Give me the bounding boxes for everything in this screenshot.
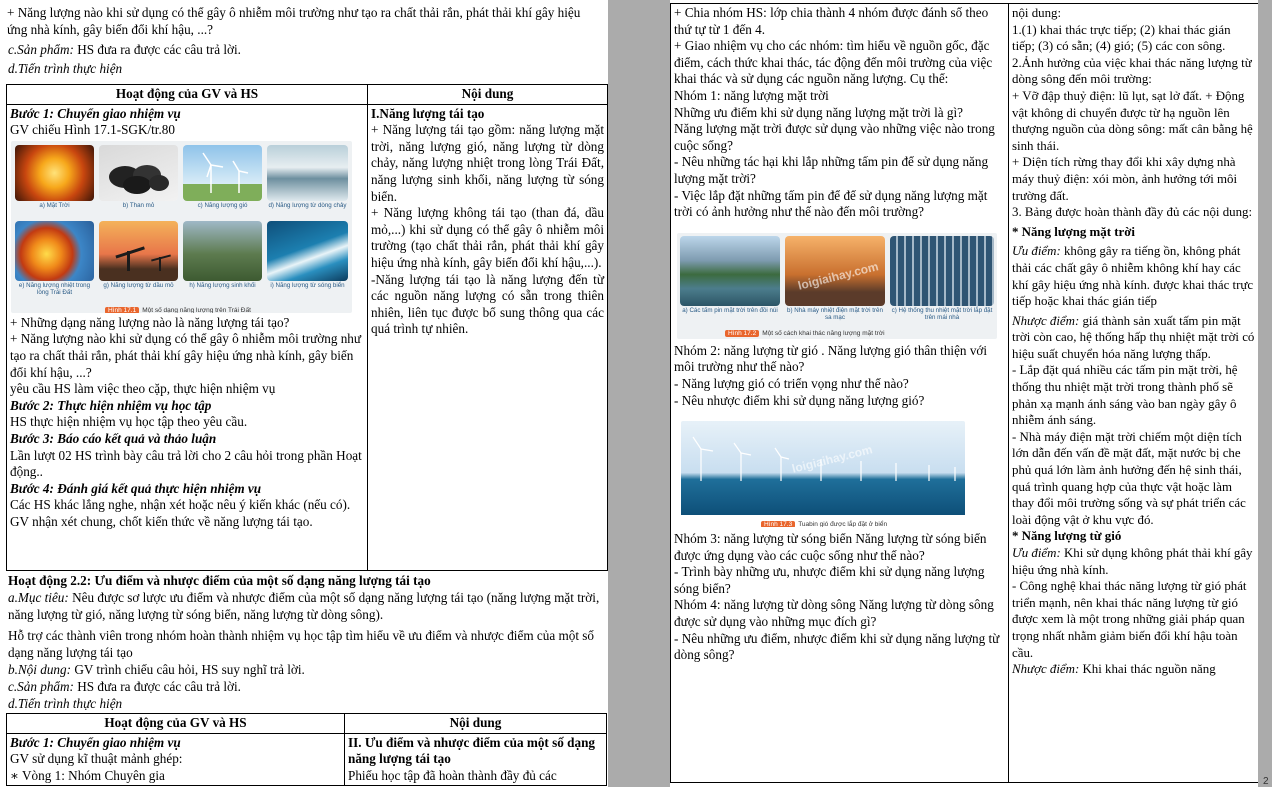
watermark-2: loigiaihay.com (790, 442, 874, 476)
caption-172a: a) Các tấm pin mặt trời trên đồi núi (682, 306, 778, 314)
caption-b: b) Than mỏ (122, 201, 155, 209)
table2-head-left: Hoạt động của GV và HS (7, 714, 345, 734)
table1-left-cell (7, 104, 368, 570)
step1-title: Bước 1: Chuyển giao nhiệm vụ (10, 105, 181, 121)
group-1-title: Nhóm 1: năng lượng mặt trời (674, 87, 829, 103)
caption-i: i) Năng lượng từ sóng biển (270, 281, 345, 289)
solar-heading: * Năng lượng mặt trời (1012, 224, 1135, 239)
solar-disadvantages: Nhược điểm: giá thành sản xuất tấm pin mặt trời còn cao, hệ thống hấp thụ nhiệt mặt trời có hiệu suất chuyển hóa năng lượng thấp. (1012, 313, 1255, 361)
biomass-image (183, 221, 262, 281)
solar-hills-image (680, 236, 780, 306)
figure-17-2 (677, 233, 997, 339)
answer-2a: + Vỡ đập thuỷ điện: lũ lụt, sạt lở đất. + Động vật không di chuyển được từ hạ nguồn lên thượng nguồn của dòng sông: mất cân bằng hệ sinh thái. (1012, 88, 1253, 153)
renewable-definition: -Năng lượng tái tạo là năng lượng đến từ các nguồn năng lượng có sẵn trong thiên nhiên, liên tục được bổ sung thông qua các quá trình tự nhiên. (371, 271, 604, 337)
table1-head-right: Nội dung (368, 85, 608, 105)
group-2-title: Nhóm 2: năng lượng từ gió . Năng lượng gió thân thiện với môi trường như thế nào? (674, 342, 988, 375)
wind-heading: * Năng lượng từ gió (1012, 529, 1122, 544)
caption-e: e) Năng lượng nhiệt trong lòng Trái Đất (18, 281, 91, 296)
figure-17-3 (681, 421, 965, 527)
section-2-title: II. Ưu điểm và nhược điểm của một số dạng năng lượng tái tạo (348, 734, 595, 767)
step3-title: Bước 3: Báo cáo kết quả và thảo luận (10, 430, 217, 446)
process-heading-2: d.Tiến trình thực hiện (8, 696, 123, 711)
caption-g: g) Năng lượng từ dầu mỏ (103, 281, 174, 289)
caption-172b: b) Nhà máy nhiệt điện mặt trời trên sa mạc (787, 306, 883, 321)
page-gutter (1258, 0, 1272, 787)
group-2-q1: - Năng lượng gió có triển vọng như thế nào? (674, 375, 909, 391)
caption-a: a) Mặt Trời (39, 201, 70, 209)
caption-d: d) Năng lượng từ dòng chảy (268, 201, 347, 209)
earth-core-image (15, 221, 94, 281)
group-1-q2: Năng lượng mặt trời được sử dụng vào những việc nào trong cuộc sống? (674, 121, 995, 153)
table1-right-cell (368, 104, 608, 570)
wind-disadvantages: Nhược điểm: Khi khai thác nguồn năng (1012, 662, 1216, 677)
product-line-1: c.Sản phẩm: HS đưa ra được các câu trả lời. (8, 42, 241, 57)
coal-image (99, 145, 178, 201)
activity-table-2 (6, 713, 607, 786)
table1-head-left: Hoạt động của GV và HS (7, 85, 368, 105)
round-1: ∗ Vòng 1: Nhóm Chuyên gia (10, 767, 165, 783)
section-1-title: I.Năng lượng tái tạo (371, 105, 485, 121)
t2-step1-title: Bước 1: Chuyển giao nhiệm vụ (10, 734, 181, 750)
light-pollution: - Lắp đặt quá nhiều các tấm pin mặt trời, hệ thống thu nhiệt mặt trời trong thành phố sẽ phản xạ mạnh ánh sáng vào ban ngày gây ô nhiễm ánh sáng. (1012, 363, 1238, 428)
caption-172c: c) Hệ thống thu nhiệt mặt trời lắp đặt trên mái nhà (891, 306, 993, 321)
group-3-q1: - Trình bày những ưu, nhược điểm khi sử dụng năng lượng sóng biển? (674, 564, 985, 596)
table2-head-right: Nội dung (345, 714, 607, 734)
oil-pump-image (99, 221, 178, 281)
land-use: - Nhà máy điện mặt trời chiếm một diện tích lớn dẫn đến vấn đề mặt đất, mặt nước bị che phủ quá lớn làm ảnh hưởng đến hệ sinh thái, quá trình quang hợp của thực vật hoặc làm thay đổi môi trường sống và sự phát triển các loài động vật ở khu vực đó. (1012, 429, 1246, 527)
figure-17-3-caption: Hình 17.3 Tuabin gió được lắp đặt ở biển (761, 517, 887, 527)
step2-text: HS thực hiện nhiệm vụ học tập theo yêu cầu. (10, 414, 248, 430)
activity-table-1 (6, 84, 608, 571)
activity-table-3 (670, 3, 1259, 783)
answer-2b: + Diện tích rừng thay đổi khi xây dựng nhà máy thuỷ điện: xói mòn, ảnh hưởng tới môi trường đất. (1012, 155, 1238, 203)
group-1-q4: - Việc lắp đặt những tấm pin để để sử dụng năng lượng mặt trời có ảnh hưởng như thế nào đến môi trường? (674, 187, 988, 220)
renewable-list: + Năng lượng tái tạo gồm: năng lượng mặt trời, năng lượng gió, năng lượng từ dòng chảy, năng lượng nhiệt trong lòng Trái Đất, năng lượng sinh khối, năng lượng từ sóng biển. (371, 122, 604, 204)
right-page (670, 0, 1272, 787)
group-division: + Chia nhóm HS: lớp chia thành 4 nhóm được đánh số theo thứ tự từ 1 đến 4. (674, 5, 989, 37)
worksheet-note: Phiếu học tập đã hoàn thành đầy đủ các (348, 767, 557, 783)
activity-2-2-title: Hoạt động 2.2: Ưu điểm và nhược điểm của một số dạng năng lượng tái tạo (8, 573, 431, 588)
figure-17-1-caption: Hình 17.1 Một số dạng năng lượng trên Trái Đất (105, 303, 251, 313)
watermark-1: loigiaihay.com (796, 258, 880, 293)
objective: a.Mục tiêu: Nêu được sơ lược ưu điểm và nhược điểm của một số dạng năng lượng tái tạo (năng lượng mặt trời, năng lượng từ gió, năng lượng từ sóng biển, năng lượng từ dòng sông). (8, 590, 600, 622)
figure-17-1 (11, 141, 352, 313)
left-page (0, 0, 608, 787)
pair-work-instruction: yêu cầu HS làm việc theo cặp, thực hiện nhiệm vụ (10, 381, 276, 397)
table3-right-cell (1009, 4, 1259, 783)
question-renewable: + Những dạng năng lượng nào là năng lượng tái tạo? (10, 314, 290, 330)
solar-advantages: Ưu điểm: không gây ra tiếng ồn, không phát thải các chất gây ô nhiễm không khí hay các khí gây hiệu ứng nhà kính. được khai thác trực tiếp hoặc khai thác gián tiếp (1012, 244, 1254, 309)
group-4-title: Nhóm 4: năng lượng từ dòng sông Năng lượng từ dòng sông được sử dụng vào những mục đích gì? (674, 597, 994, 630)
group-4-q1: - Nêu những ưu điểm, nhược điểm khi sử dụng năng lượng từ dòng sông? (674, 630, 1000, 663)
wind-advantages: Ưu điểm: Khi sử dụng không phát thải khí gây hiệu ứng nhà kính. (1012, 546, 1253, 577)
wind-turbine-image (183, 145, 262, 201)
caption-c: c) Năng lượng gió (197, 201, 248, 209)
hydro-dam-image (267, 145, 348, 201)
ocean-wave-image (267, 221, 348, 281)
content-line: b.Nội dung: GV trình chiếu câu hỏi, HS suy nghĩ trả lời. (8, 662, 305, 677)
step3-text: Lần lượt 02 HS trình bày câu trả lời cho 2 câu hỏi trong phần Hoạt động.. (10, 447, 362, 480)
solar-roof-image (890, 236, 994, 306)
question-pollution: + Năng lượng nào khi sử dụng có thể gây ô nhiễm môi trường như tạo ra chất thải rắn, phát thải khí gây hiệu ứng nhà kính, gây biến đổi khí hậu, ...? (10, 331, 362, 380)
group-2-q2: - Nêu nhược điểm khi sử dụng năng lượng gió? (674, 392, 925, 408)
step4-title: Bước 4: Đánh giá kết quả thực hiện nhiệm vụ (10, 480, 262, 496)
product-line-2: c.Sản phẩm: HS đưa ra được các câu trả lời. (8, 679, 241, 694)
support-note: Hỗ trợ các thành viên trong nhóm hoàn thành nhiệm vụ học tập tìm hiểu về ưu điểm và nhược điểm của một số dạng năng lượng tái tạo (8, 628, 595, 660)
step2-title: Bước 2: Thực hiện nhiệm vụ học tập (10, 397, 212, 413)
sun-image (15, 145, 94, 201)
wind-technology: - Công nghệ khai thác năng lượng từ gió phát triển mạnh, nên khai thác năng lượng từ gió được xem là một trong những giải pháp quan trọng nhất nhằm giảm biến đổi khí hậu toàn cầu. (1012, 579, 1247, 660)
jigsaw-technique: GV sử dụng kĩ thuật mảnh ghép: (10, 751, 183, 767)
answer-2: 2.Ảnh hưởng của việc khai thác năng lượng từ dòng sông đến môi trường: (1012, 55, 1252, 87)
table2-left-cell (7, 733, 345, 786)
nonrenewable-note: + Năng lượng không tái tạo (than đá, dầu mỏ,...) khi sử dụng có thể gây ô nhiễm môi trường (tạo chất thải rắn, phát thải khí gây hiệu ứng nhà kính, gây biến đổi khí hậu,...). (371, 205, 604, 270)
content-label: nội dung: (1012, 6, 1062, 20)
step1-text: GV chiếu Hình 17.1-SGK/tr.80 (10, 122, 175, 138)
table3-left-cell (671, 4, 1009, 783)
step4-text: Các HS khác lắng nghe, nhận xét hoặc nêu ý kiến khác (nếu có). GV nhận xét chung, chốt kiến thức về năng lượng tái tạo. (10, 497, 351, 529)
figure-17-2-caption: Hình 17.2 Một số cách khai thác năng lượng mặt trời (725, 326, 885, 339)
task-assignment: + Giao nhiệm vụ cho các nhóm: tìm hiểu về nguồn gốc, đặc điểm, cách thức khai thác, tác động đến môi trường của việc khai thác và sử dụng các nguồn năng lượng. Cụ thể: (674, 38, 993, 87)
table2-right-cell (345, 733, 607, 786)
answer-1: 1.(1) khai thác trực tiếp; (2) khai thác gián tiếp; (3) có sẵn; (4) gió; (5) các con sông. (1012, 22, 1231, 54)
group-3-title: Nhóm 3: năng lượng từ sóng biển Năng lượng từ sóng biển được ứng dụng vào các cuộc sống như thế nào? (674, 531, 987, 563)
answer-3: 3. Bảng được hoàn thành đầy đủ các nội dung: (1012, 205, 1253, 220)
caption-h: h) Năng lượng sinh khối (189, 281, 256, 289)
process-heading-1: d.Tiến trình thực hiện (8, 61, 123, 76)
intro-question: + Năng lượng nào khi sử dụng có thể gây ô nhiễm môi trường như tạo ra chất thải rắn, phát thải khí gây hiệu ứng nhà kính, gây biến đổi khí hậu, ...? (7, 5, 581, 37)
group-1-q3: - Nêu những tác hại khi lắp những tấm pin để sử dụng năng lượng mặt trời? (674, 154, 989, 186)
group-1-q1: Những ưu điểm khi sử dụng năng lượng mặt trời là gì? (674, 104, 964, 120)
page-number: 2 (1263, 776, 1269, 787)
